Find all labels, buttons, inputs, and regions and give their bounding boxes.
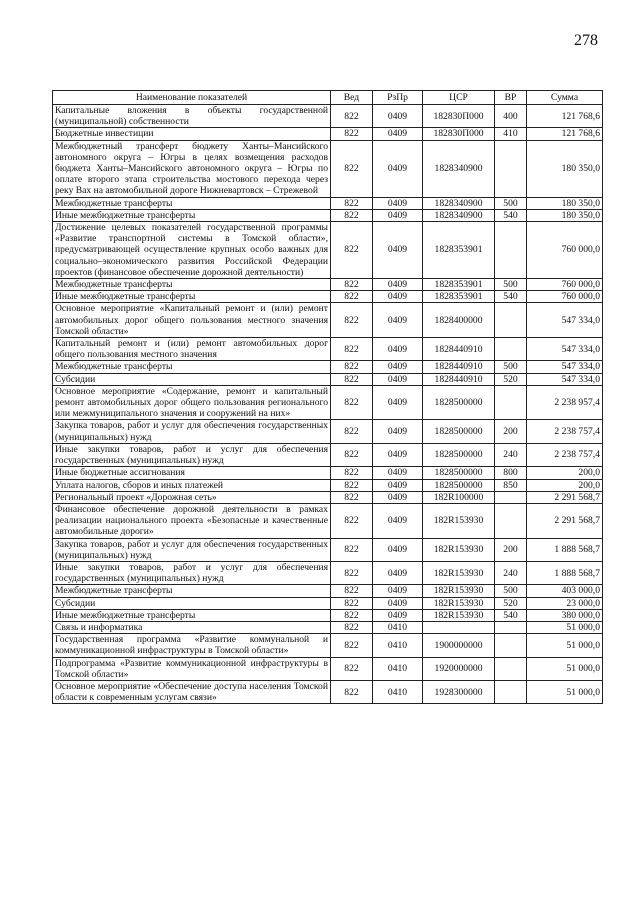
- cell-name: Достижение целевых показателей государственной программы «Развитие транспортной системы в Томской области», предусматривающей осуществление крупных особо важных для социально–экономического развития Российской Федерации проектов (финансовое обеспечение дорожной деятельности): [53, 222, 331, 279]
- table-row: [53, 303, 603, 338]
- cell-sum: 547 334,0: [527, 373, 603, 385]
- cell-rzpr: 0409: [373, 303, 423, 338]
- cell-sum: 200,0: [527, 479, 603, 491]
- cell-vr: [495, 621, 527, 633]
- cell-rzpr: 0409: [373, 105, 423, 128]
- cell-rzpr: 0409: [373, 291, 423, 303]
- header-vr: ВР: [495, 91, 527, 105]
- cell-csr: 182R153930: [423, 561, 495, 584]
- cell-sum: 2 291 568,7: [527, 503, 603, 538]
- cell-ved: 822: [331, 561, 373, 584]
- cell-name: Капитальный ремонт и (или) ремонт автомобильных дорог общего пользования местного значения: [53, 338, 331, 361]
- table-row: [53, 621, 603, 633]
- cell-rzpr: 0409: [373, 609, 423, 621]
- page-number: 278: [574, 32, 598, 49]
- cell-csr: 1828440910: [423, 373, 495, 385]
- header-csr: ЦСР: [423, 91, 495, 105]
- cell-ved: 822: [331, 420, 373, 443]
- table-row: [53, 209, 603, 221]
- cell-vr: 520: [495, 373, 527, 385]
- cell-rzpr: 0410: [373, 680, 423, 703]
- table-row: [53, 680, 603, 703]
- cell-sum: 23 000,0: [527, 597, 603, 609]
- table-row: [53, 479, 603, 491]
- cell-csr: 1828340900: [423, 140, 495, 197]
- cell-name: Государственная программа «Развитие коммунальной и коммуникационной инфраструктуры в Томской области»: [53, 634, 331, 657]
- cell-vr: 540: [495, 209, 527, 221]
- cell-vr: [495, 491, 527, 503]
- table-row: [53, 105, 603, 128]
- cell-name: Иные закупки товаров, работ и услуг для обеспечения государственных (муниципальных) нужд: [53, 443, 331, 466]
- cell-vr: 520: [495, 597, 527, 609]
- table-row: [53, 443, 603, 466]
- table-row: [53, 338, 603, 361]
- cell-csr: 182R153930: [423, 503, 495, 538]
- cell-sum: 121 768,6: [527, 128, 603, 140]
- cell-sum: 51 000,0: [527, 634, 603, 657]
- cell-rzpr: 0409: [373, 479, 423, 491]
- table-row: [53, 291, 603, 303]
- cell-ved: 822: [331, 443, 373, 466]
- cell-rzpr: 0409: [373, 585, 423, 597]
- cell-csr: 1828440910: [423, 361, 495, 373]
- cell-name: Иные бюджетные ассигнования: [53, 467, 331, 479]
- cell-vr: [495, 338, 527, 361]
- cell-rzpr: 0409: [373, 128, 423, 140]
- header-ved: Вед: [331, 91, 373, 105]
- table-row: [53, 128, 603, 140]
- cell-csr: 1828353901: [423, 222, 495, 279]
- cell-ved: 822: [331, 503, 373, 538]
- cell-vr: 540: [495, 291, 527, 303]
- cell-rzpr: 0409: [373, 373, 423, 385]
- cell-csr: 182R153930: [423, 597, 495, 609]
- cell-vr: 200: [495, 538, 527, 561]
- table-row: [53, 585, 603, 597]
- cell-csr: 182830П000: [423, 128, 495, 140]
- cell-rzpr: 0409: [373, 538, 423, 561]
- cell-sum: 760 000,0: [527, 279, 603, 291]
- table-row: [53, 491, 603, 503]
- cell-vr: 240: [495, 561, 527, 584]
- table-header-row: [53, 91, 603, 105]
- cell-rzpr: 0409: [373, 491, 423, 503]
- cell-vr: [495, 657, 527, 680]
- cell-ved: 822: [331, 209, 373, 221]
- cell-name: Межбюджетные трансферты: [53, 197, 331, 209]
- header-sum: Сумма: [527, 91, 603, 105]
- cell-csr: 1828500000: [423, 443, 495, 466]
- table-row: [53, 140, 603, 197]
- cell-ved: 822: [331, 585, 373, 597]
- cell-name: Субсидии: [53, 597, 331, 609]
- cell-ved: 822: [331, 491, 373, 503]
- cell-csr: 182R153930: [423, 609, 495, 621]
- cell-sum: 51 000,0: [527, 680, 603, 703]
- cell-rzpr: 0409: [373, 561, 423, 584]
- cell-name: Межбюджетные трансферты: [53, 585, 331, 597]
- cell-sum: 2 291 568,7: [527, 491, 603, 503]
- cell-name: Бюджетные инвестиции: [53, 128, 331, 140]
- cell-csr: 1828500000: [423, 479, 495, 491]
- cell-vr: 500: [495, 585, 527, 597]
- cell-rzpr: 0409: [373, 503, 423, 538]
- cell-sum: 403 000,0: [527, 585, 603, 597]
- cell-sum: 2 238 757,4: [527, 420, 603, 443]
- cell-rzpr: 0409: [373, 420, 423, 443]
- cell-rzpr: 0409: [373, 209, 423, 221]
- cell-sum: 121 768,6: [527, 105, 603, 128]
- cell-rzpr: 0409: [373, 279, 423, 291]
- cell-sum: 51 000,0: [527, 621, 603, 633]
- table-row: [53, 467, 603, 479]
- cell-csr: 1828500000: [423, 385, 495, 420]
- cell-csr: 1828500000: [423, 467, 495, 479]
- table-row: [53, 279, 603, 291]
- cell-ved: 822: [331, 680, 373, 703]
- cell-csr: 1828353901: [423, 279, 495, 291]
- cell-csr: 1920000000: [423, 657, 495, 680]
- table-row: [53, 373, 603, 385]
- table-row: [53, 657, 603, 680]
- cell-ved: 822: [331, 140, 373, 197]
- table-row: [53, 609, 603, 621]
- cell-vr: 850: [495, 479, 527, 491]
- cell-vr: 410: [495, 128, 527, 140]
- cell-name: Подпрограмма «Развитие коммуникационной инфраструктуры в Томской области»: [53, 657, 331, 680]
- cell-name: Закупка товаров, работ и услуг для обеспечения государственных (муниципальных) нужд: [53, 538, 331, 561]
- cell-name: Уплата налогов, сборов и иных платежей: [53, 479, 331, 491]
- cell-sum: 180 350,0: [527, 140, 603, 197]
- cell-ved: 822: [331, 105, 373, 128]
- table-row: [53, 503, 603, 538]
- cell-csr: 182R153930: [423, 538, 495, 561]
- cell-sum: 180 350,0: [527, 209, 603, 221]
- table-row: [53, 597, 603, 609]
- cell-vr: 800: [495, 467, 527, 479]
- cell-vr: 240: [495, 443, 527, 466]
- cell-rzpr: 0409: [373, 222, 423, 279]
- cell-rzpr: 0409: [373, 443, 423, 466]
- cell-name: Межбюджетный трансферт бюджету Ханты–Мансийского автономного округа – Югры в целях возмещения расходов бюджета Ханты–Мансийского автономного округа – Югры по оплате второго этапа строительства мостового перехода через реку Вах на автомобильной дороге Нижневартовск – Стрежевой: [53, 140, 331, 197]
- cell-vr: [495, 303, 527, 338]
- cell-ved: 822: [331, 385, 373, 420]
- cell-vr: [495, 680, 527, 703]
- table-row: [53, 561, 603, 584]
- cell-vr: 500: [495, 279, 527, 291]
- cell-rzpr: 0409: [373, 338, 423, 361]
- budget-table: [52, 90, 603, 704]
- cell-name: Основное мероприятие «Обеспечение доступа населения Томской области к современным услугам связи»: [53, 680, 331, 703]
- cell-ved: 822: [331, 222, 373, 279]
- cell-rzpr: 0410: [373, 657, 423, 680]
- table-row: [53, 385, 603, 420]
- table-row: [53, 420, 603, 443]
- cell-csr: 1900000000: [423, 634, 495, 657]
- cell-ved: 822: [331, 279, 373, 291]
- cell-name: Связь и информатика: [53, 621, 331, 633]
- cell-name: Субсидии: [53, 373, 331, 385]
- header-name: Наименование показателей: [53, 91, 331, 105]
- cell-csr: 182830П000: [423, 105, 495, 128]
- cell-rzpr: 0409: [373, 385, 423, 420]
- cell-name: Закупка товаров, работ и услуг для обеспечения государственных (муниципальных) нужд: [53, 420, 331, 443]
- cell-name: Межбюджетные трансферты: [53, 279, 331, 291]
- cell-sum: 200,0: [527, 467, 603, 479]
- cell-csr: [423, 621, 495, 633]
- cell-vr: [495, 634, 527, 657]
- table-row: [53, 222, 603, 279]
- cell-ved: 822: [331, 291, 373, 303]
- cell-ved: 822: [331, 597, 373, 609]
- cell-csr: 1828440910: [423, 338, 495, 361]
- cell-ved: 822: [331, 467, 373, 479]
- cell-rzpr: 0409: [373, 361, 423, 373]
- cell-rzpr: 0409: [373, 140, 423, 197]
- cell-sum: 547 334,0: [527, 338, 603, 361]
- header-rzpr: РзПр: [373, 91, 423, 105]
- cell-ved: 822: [331, 128, 373, 140]
- cell-vr: 200: [495, 420, 527, 443]
- cell-ved: 822: [331, 303, 373, 338]
- cell-ved: 822: [331, 609, 373, 621]
- cell-vr: 540: [495, 609, 527, 621]
- cell-sum: 2 238 757,4: [527, 443, 603, 466]
- cell-sum: 1 888 568,7: [527, 538, 603, 561]
- cell-rzpr: 0410: [373, 621, 423, 633]
- cell-csr: 182R153930: [423, 585, 495, 597]
- cell-vr: [495, 140, 527, 197]
- cell-sum: 2 238 957,4: [527, 385, 603, 420]
- cell-ved: 822: [331, 538, 373, 561]
- table-row: [53, 538, 603, 561]
- cell-sum: 1 888 568,7: [527, 561, 603, 584]
- cell-sum: 547 334,0: [527, 303, 603, 338]
- cell-ved: 822: [331, 479, 373, 491]
- cell-name: Иные межбюджетные трансферты: [53, 609, 331, 621]
- cell-rzpr: 0409: [373, 467, 423, 479]
- cell-rzpr: 0409: [373, 197, 423, 209]
- cell-ved: 822: [331, 361, 373, 373]
- cell-name: Межбюджетные трансферты: [53, 361, 331, 373]
- cell-name: Финансовое обеспечение дорожной деятельности в рамках реализации национального проекта «Безопасные и качественные автомобильные дороги»: [53, 503, 331, 538]
- table-row: [53, 361, 603, 373]
- cell-vr: [495, 222, 527, 279]
- table-row: [53, 634, 603, 657]
- cell-sum: 51 000,0: [527, 657, 603, 680]
- cell-vr: [495, 385, 527, 420]
- cell-ved: 822: [331, 634, 373, 657]
- cell-name: Основное мероприятие «Капитальный ремонт и (или) ремонт автомобильных дорог общего пользования местного значения Томской области»: [53, 303, 331, 338]
- cell-vr: 400: [495, 105, 527, 128]
- cell-csr: 1828340900: [423, 209, 495, 221]
- cell-name: Иные межбюджетные трансферты: [53, 291, 331, 303]
- cell-name: Иные межбюджетные трансферты: [53, 209, 331, 221]
- cell-name: Иные закупки товаров, работ и услуг для обеспечения государственных (муниципальных) нужд: [53, 561, 331, 584]
- cell-name: Основное мероприятие «Содержание, ремонт и капитальный ремонт автомобильных дорог общего пользования регионального или межмуниципального значения и сооружений на них»: [53, 385, 331, 420]
- cell-csr: 1828400000: [423, 303, 495, 338]
- cell-csr: 1828500000: [423, 420, 495, 443]
- cell-ved: 822: [331, 197, 373, 209]
- cell-csr: 1828353901: [423, 291, 495, 303]
- cell-vr: 500: [495, 197, 527, 209]
- cell-sum: 380 000,0: [527, 609, 603, 621]
- cell-vr: [495, 503, 527, 538]
- cell-sum: 760 000,0: [527, 291, 603, 303]
- cell-name: Региональный проект «Дорожная сеть»: [53, 491, 331, 503]
- cell-vr: 500: [495, 361, 527, 373]
- cell-ved: 822: [331, 373, 373, 385]
- cell-sum: 547 334,0: [527, 361, 603, 373]
- cell-csr: 1928300000: [423, 680, 495, 703]
- cell-ved: 822: [331, 338, 373, 361]
- table-row: [53, 197, 603, 209]
- cell-rzpr: 0410: [373, 634, 423, 657]
- cell-name: Капитальные вложения в объекты государственной (муниципальной) собственности: [53, 105, 331, 128]
- cell-sum: 180 350,0: [527, 197, 603, 209]
- cell-csr: 182R100000: [423, 491, 495, 503]
- cell-ved: 822: [331, 621, 373, 633]
- cell-rzpr: 0409: [373, 597, 423, 609]
- cell-ved: 822: [331, 657, 373, 680]
- cell-csr: 1828340900: [423, 197, 495, 209]
- cell-sum: 760 000,0: [527, 222, 603, 279]
